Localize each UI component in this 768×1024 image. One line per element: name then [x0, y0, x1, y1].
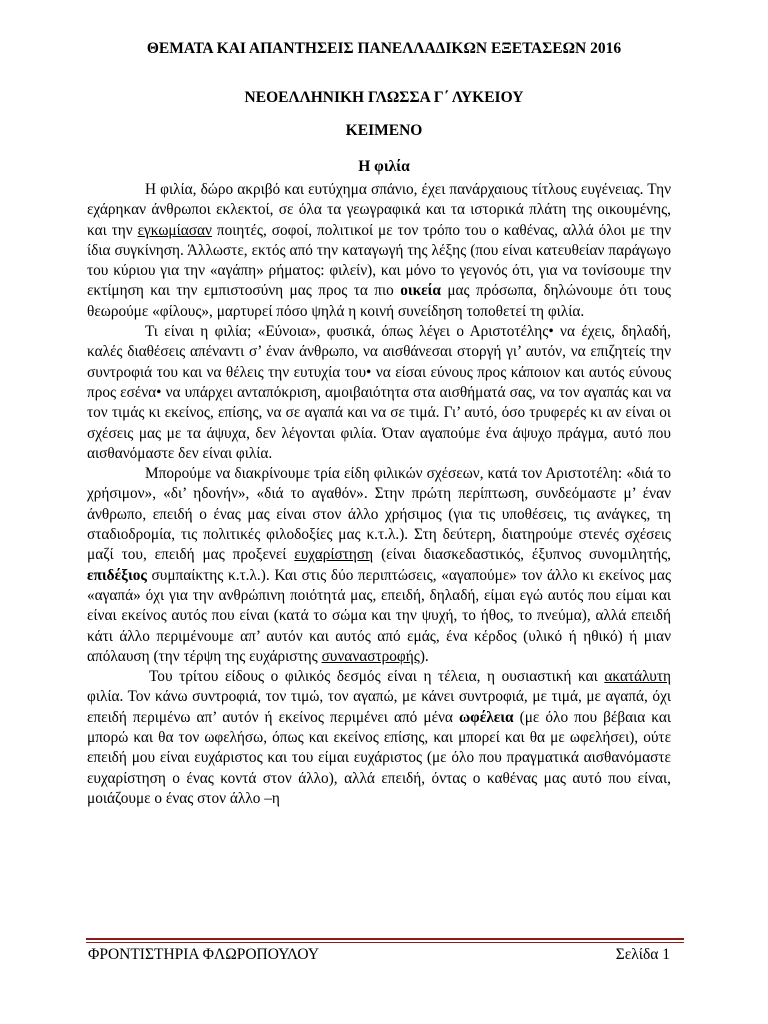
underlined-word: ευχαρίστηση — [294, 546, 374, 564]
underlined-word: συναναστροφής — [321, 647, 420, 665]
paragraph-3-text-c: συμπαίκτης κ.τ.λ.). Και στις δύο περιπτώσεις, «αγαπούμε» τον άλλο κι εκείνος μας «αγαπά» όχι για την ανθρώπινη ποιότητά μας, επειδή, δηλαδή, είμαι εγώ αυτός που είμαι και είναι εκείνος αυτός που είναι (κατά το σώμα και την ψυχή, το ήθος, το πνεύμα), αλλά επειδή κάτι άλλο περιμένουμε απ’ αυτόν και αυτός από εμάς, ένα κέρδος (υλικό ή ηθικό) ή μιαν απόλαυση (την τέρψη της ευχάριστης — [87, 566, 671, 665]
footer-rule-thin — [86, 942, 684, 943]
paragraph-1 — [87, 180, 671, 322]
paragraph-3-text-a: Μπορούμε να διακρίνουμε τρία είδη φιλικών σχέσεων, κατά τον Αριστοτέλη: «διά το χρήσιμον», «δι’ ηδονήν», «διά το αγαθόν». Στην πρώτη περίπτωση, συνδεόμαστε μ’ έναν άνθρωπο, επειδή ο ένας μας είναι στον άλλο χρήσιμος (για τις υποθέσεις, τις ανάγκες, τη σταδιοδρομία, τις πολιτικές φιλοδοξίες μας κ.τ.λ.). Στη δεύτερη, διατηρούμε στενές σχέσεις μαζί του, επειδή μας προξενεί — [87, 465, 671, 564]
paragraph-3 — [87, 464, 671, 667]
underlined-word: ακατάλυτη — [604, 668, 671, 686]
footer-page-number: Σελίδα 1 — [615, 946, 670, 963]
paragraph-1-text-a: Η φιλία, δώρο ακριβό και ευτύχημα σπάνιο, έχει πανάρχαιους τίτλους ευγένειας. Την εχάρηκαν άνθρωποι εκλεκτοί, σε όλα τα γεωγραφικά και τα ιστορικά πλάτη της οικουμένης, και την — [87, 181, 671, 239]
paragraph-2: Τι είναι η φιλία; «Εύνοια», φυσικά, όπως λέγει ο Αριστοτέλης• να έχεις, δηλαδή, καλές διαθέσεις απέναντι σ’ έναν άνθρωπο, να αισθάνεσαι στοργή γι’ αυτόν, να επιζητείς την συντροφιά του και να θέλεις την ευτυχία του• να είσαι εύνους προς κάποιον και αυτός εύνους προς εσένα• να υπάρχει ανταπόκριση, αμοιβαιότητα στα αισθήματά σας, να τον αγαπάς και να τον τιμάς κι εκείνος, επίσης, να σε αγαπά και να σε τιμά. Γι’ αυτό, όσο τρυφερές κι αν είναι οι σχέσεις μας με τα άψυχα, δεν λέγονται φιλία. Όταν αγαπούμε ένα άψυχο πράγμα, αυτό που αισθανόμαστε δεν είναι φιλία. — [87, 323, 671, 462]
bold-word: επιδέξιος — [87, 566, 147, 584]
paragraph-3-text-d: ). — [419, 647, 429, 665]
underlined-word: εγκωμίασαν — [137, 221, 212, 239]
document-body — [87, 180, 671, 809]
paragraph-4-text-c: (με όλο που βέβαια και μπορώ και θα τον ωφελήσω, όπως και εκείνος επίσης, και μπορεί και θα με ωφελήσει), ούτε επειδή μου είναι ευχάριστος και του είμαι ευχάριστος (με όλο που πραγματικά αισθανόμαστε ευχαρίστηση ο ένας κοντά στον άλλο), αλλά επειδή, όντας ο καθένας μας αυτό που είναι, μοιάζουμε ο ένας στον άλλο –η — [87, 708, 671, 807]
paragraph-1-text-b: ποιητές, σοφοί, πολιτικοί με τον τρόπο του ο καθένας, αλλά όλοι με την ίδια συγκίνηση. Άλλωστε, εκτός από την καταγωγή της λέξης (που είναι κατευθείαν παράγωγο του κύριου για την «αγάπη» ρήματος: φιλείν), και μόνο το γεγονός ότι, για να τονίσουμε την εκτίμηση και την εμπιστοσύνη μας προς τα πιο — [87, 221, 671, 300]
paragraph-3-text-b: (είναι διασκεδαστικός, έξυπνος συνομιλητής, — [373, 546, 672, 564]
section-title: ΚΕΙΜΕΝΟ — [345, 122, 423, 139]
bold-word: ωφέλεια — [458, 708, 514, 726]
text-title: Η φιλία — [358, 158, 410, 175]
paragraph-4 — [87, 667, 671, 809]
paragraph-4-text-a: Του τρίτου είδους ο φιλικός δεσμός είναι η τέλεια, η ουσιαστική και — [149, 668, 605, 686]
footer-publisher: ΦΡΟΝΤΙΣΤΗΡΙΑ ΦΛΩΡΟΠΟΥΛΟΥ — [88, 946, 320, 963]
footer-rule-thick — [86, 938, 684, 940]
exam-title: ΘΕΜΑΤΑ ΚΑΙ ΑΠΑΝΤΗΣΕΙΣ ΠΑΝΕΛΛΑΔΙΚΩΝ ΕΞΕΤΑΣΕΩΝ 2016 — [146, 40, 622, 57]
subject-title: ΝΕΟΕΛΛΗΝΙΚΗ ΓΛΩΣΣΑ Γ΄ ΛΥΚΕΙΟΥ — [244, 89, 524, 106]
bold-word: οικεία — [400, 282, 441, 300]
paragraph-1-text-c: μας πρόσωπα, δηλώνουμε ότι τους θεωρούμε «φίλους», μαρτυρεί πόσο ψηλά η κοινή συνείδηση τοποθετεί τη φιλία. — [87, 282, 671, 320]
paragraph-4-text-b: φιλία. Τον κάνω συντροφιά, τον τιμώ, τον αγαπώ, με κάνει συντροφιά, με τιμά, με αγαπά, όχι επειδή περιμένω απ’ αυτόν ή εκείνος περιμένει από μένα — [87, 688, 671, 726]
